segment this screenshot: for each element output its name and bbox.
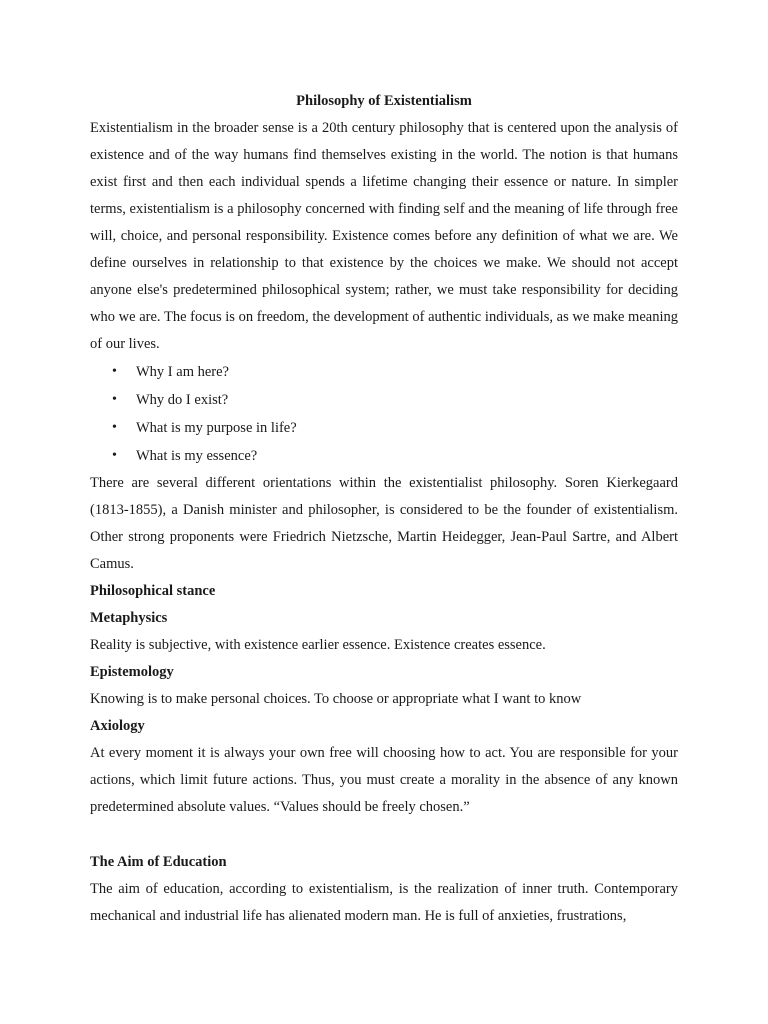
list-item: • Why do I exist?: [90, 386, 678, 414]
metaphysics-heading: Metaphysics: [90, 610, 168, 626]
bullet-icon: •: [112, 448, 117, 463]
document-title: Philosophy of Existentialism: [296, 93, 472, 109]
stance-heading: Philosophical stance: [90, 583, 216, 599]
list-item: • What is my purpose in life?: [90, 414, 678, 442]
questions-list: [90, 358, 678, 470]
axiology-paragraph: At every moment it is always your own free will choosing how to act. You are responsible for your actions, which limit future actions. Thus, you must create a morality in the absence of any known predetermined absolute values. “Values should be freely chosen.”: [90, 745, 678, 815]
bullet-icon: •: [112, 420, 117, 435]
orientations-paragraph: There are several different orientations within the existentialist philosophy. Soren Kierkegaard (1813-1855), a Danish minister and philosopher, is considered to be the founder of existentialism. Other strong proponents were Friedrich Nietzsche, Martin Heidegger, Jean-Paul Sartre, and Albert Camus.: [90, 475, 678, 572]
document-page: [90, 88, 678, 930]
metaphysics-paragraph: Reality is subjective, with existence earlier essence. Existence creates essence.: [90, 637, 546, 653]
aim-heading: The Aim of Education: [90, 854, 227, 870]
intro-paragraph: Existentialism in the broader sense is a 20th century philosophy that is centered upon the analysis of existence and of the way humans find themselves existing in the world. The notion is that humans exist first and then each individual spends a lifetime changing their essence or nature. In simpler terms, existentialism is a philosophy concerned with finding self and the meaning of life through free will, choice, and personal responsibility. Existence comes before any definition of what we are. We define ourselves in relationship to that existence by the choices we make. We should not accept anyone else's predetermined philosophical system; rather, we must take responsibility for deciding who we are. The focus is on freedom, the development of authentic individuals, as we make meaning of our lives.: [90, 120, 678, 352]
epistemology-paragraph: Knowing is to make personal choices. To choose or appropriate what I want to know: [90, 691, 582, 707]
list-item: • What is my essence?: [90, 442, 678, 470]
bullet-icon: •: [112, 392, 117, 407]
list-item: • Why I am here?: [90, 358, 678, 386]
section-gap: [90, 821, 678, 849]
epistemology-heading: Epistemology: [90, 664, 174, 680]
axiology-heading: Axiology: [90, 718, 145, 734]
aim-paragraph: The aim of education, according to existentialism, is the realization of inner truth. Contemporary mechanical and industrial life has alienated modern man. He is full of anxieties, frustrations,: [90, 881, 678, 924]
bullet-icon: •: [112, 364, 117, 379]
